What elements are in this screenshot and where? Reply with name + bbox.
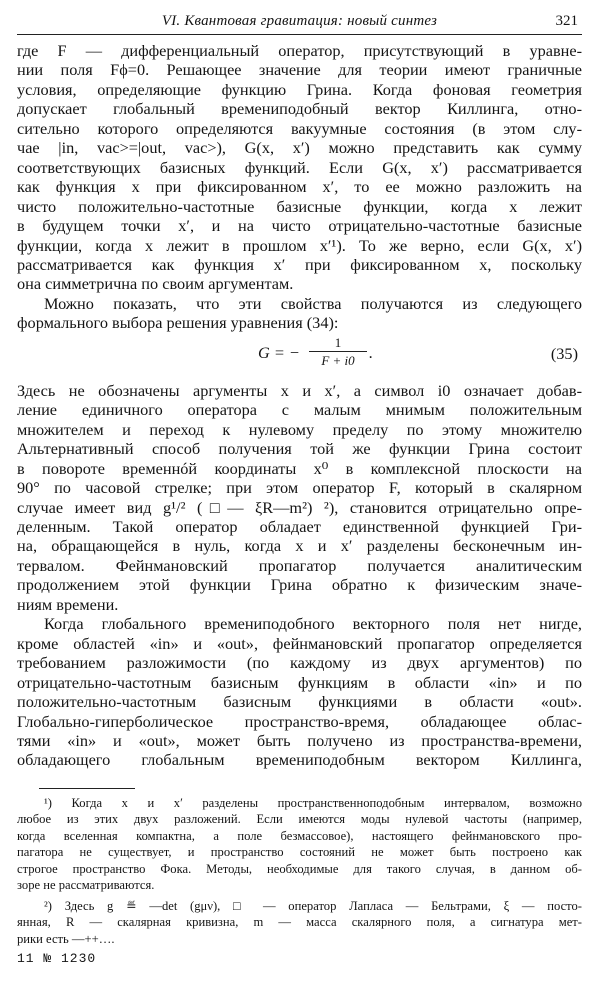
fraction-denominator: F + i0 <box>321 352 355 368</box>
footnote-line: любое из этих двух разложений. Если имеются моды нулевой частоты (например, <box>17 812 582 827</box>
text-line: Когда глобального времениподобного векторного поля нет нигде, <box>44 614 582 634</box>
equation-fraction <box>309 335 367 368</box>
text-line: условия, определяющие функцию Грина. Когда фоновая геометрия <box>17 79 582 99</box>
body-text <box>17 41 582 770</box>
text-line: обладающего глобальным времениподобным вектором Киллинга, <box>17 750 582 770</box>
footnotes <box>17 795 582 948</box>
text-line: множителем и переход к нулевому пределу по этому множителю <box>17 419 582 439</box>
paragraph-3 <box>17 381 582 614</box>
text-line: на, обращающейся в нуль, когда x и x′ разделены бесконечным ин- <box>17 536 582 556</box>
text-line: ниям времени. <box>17 594 119 614</box>
text-line: ление единичного оператора с малым мнимым положительным <box>17 400 582 420</box>
text-line: кроме областей «in» и «out», фейнмановский пропагатор определяется <box>17 633 582 653</box>
equation-lhs: G = − <box>258 342 300 362</box>
text-line: Здесь не обозначены аргументы x и x′, а символ i0 означает добав- <box>17 380 582 400</box>
text-line: Можно показать, что эти свойства получаются из следующего <box>44 293 582 313</box>
text-line: где F — дифференциальный оператор, присутствующий в уравне- <box>17 41 582 60</box>
equation-number: (35) <box>550 343 578 363</box>
text-line: она симметрична по своим аргументам. <box>17 274 294 294</box>
paragraph-1 <box>17 41 582 294</box>
text-line: чисто положительно-частотные базисные функции, когда x лежит <box>17 196 582 216</box>
text-line: функции, когда x лежит в прошлом x′¹). То же верно, если G(x, x′) <box>17 235 582 255</box>
text-line: сительно которого определяются вакуумные состояния (в этом слу- <box>17 118 582 138</box>
header-rule <box>17 34 582 35</box>
text-line: тервалом. Фейнмановский пропагатор получается аналитическим <box>17 555 582 575</box>
footnote-line: зоре не рассматриваются. <box>17 878 155 893</box>
footnote-rule <box>39 788 135 789</box>
text-line: формального выбора решения уравнения (34): <box>17 313 339 333</box>
running-header <box>17 10 582 34</box>
equation-tail: . <box>369 342 374 362</box>
fraction-bar <box>309 351 367 352</box>
text-line: нии поля Fϕ=0. Решающее значение для теории имеют граничные <box>17 60 582 80</box>
footnote-line: янная, R — скалярная кривизна, m — масса скалярного поля, а сигнатура мет- <box>17 915 582 930</box>
footnote-line: рики есть —++…. <box>17 931 115 946</box>
page-number: 321 <box>555 13 578 29</box>
fraction-numerator: 1 <box>334 334 342 350</box>
text-line: Альтернативный способ получения той же функции Грина состоит <box>17 439 582 459</box>
footnote-line: строгое пространство Фока. Методы, необходимые для такого случая, в данном об- <box>17 861 582 876</box>
text-line: в повороте временнóй координаты x⁰ в комплексной плоскости на <box>17 458 582 478</box>
footnote-line: пагатора не существует, и пространство состояний не может быть построено как <box>17 845 582 860</box>
footnote-line: ¹) Когда x и x′ разделены пространственноподобным интервалом, возможно <box>44 795 582 810</box>
text-line: соответствующих базисных функций. Если G(x, x′) рассматривается <box>17 157 582 177</box>
text-line: отрицательно-частотным базисным функциям в области «in» и по <box>17 672 582 692</box>
text-line: продолжением этой функции Грина обратно к физическим значе- <box>17 575 582 595</box>
footnote-line: ²) Здесь g ≝ —det (gμν), □ — оператор Лапласа — Бельтрами, ξ — посто- <box>44 898 582 913</box>
text-line: рассматривается как функция x′ при фиксированном x, поскольку <box>17 254 582 274</box>
text-line: 90° по часовой стрелке; при этом оператор F, который в скалярном <box>17 478 582 498</box>
footnote-2 <box>17 898 582 948</box>
footnote-1 <box>17 795 582 894</box>
printer-signature: 11 № 1230 <box>17 951 97 967</box>
paragraph-2 <box>17 294 582 333</box>
text-line: чае |in, vac>=|out, vac>), G(x, x′) можно представить как сумму <box>17 138 582 158</box>
text-line: допускает глобальный времениподобный вектор Киллинга, отно- <box>17 99 582 119</box>
footnote-line: когда вселенная компактна, а поле безмассовое), настоящего фейнмановского про- <box>17 828 582 843</box>
text-line: деленным. Такой оператор обладает единственной функцией Гри- <box>17 516 582 536</box>
running-title: VI. Квантовая гравитация: новый синтез <box>161 13 438 29</box>
text-line: положительно-частотным базисным функциями в области «out». <box>17 692 582 712</box>
text-line: требованием разложимости (по каждому из двух аргументов) по <box>17 653 582 673</box>
text-line: в будущем точки x′, и на чисто отрицательно-частотные базисные <box>17 216 582 236</box>
text-line: Глобально-гиперболическое пространство-время, обладающее облас- <box>17 711 582 731</box>
equation-35 <box>17 335 582 375</box>
text-line: как функция x при фиксированном x′, то ее можно разложить на <box>17 177 582 197</box>
text-line: тями «in» и «out», может быть получено из пространства-времени, <box>17 730 582 750</box>
paragraph-4 <box>17 614 582 770</box>
text-line: случае имеет вид g¹/² (□— ξR—m²) ²), становится отрицательно опре- <box>17 497 582 517</box>
